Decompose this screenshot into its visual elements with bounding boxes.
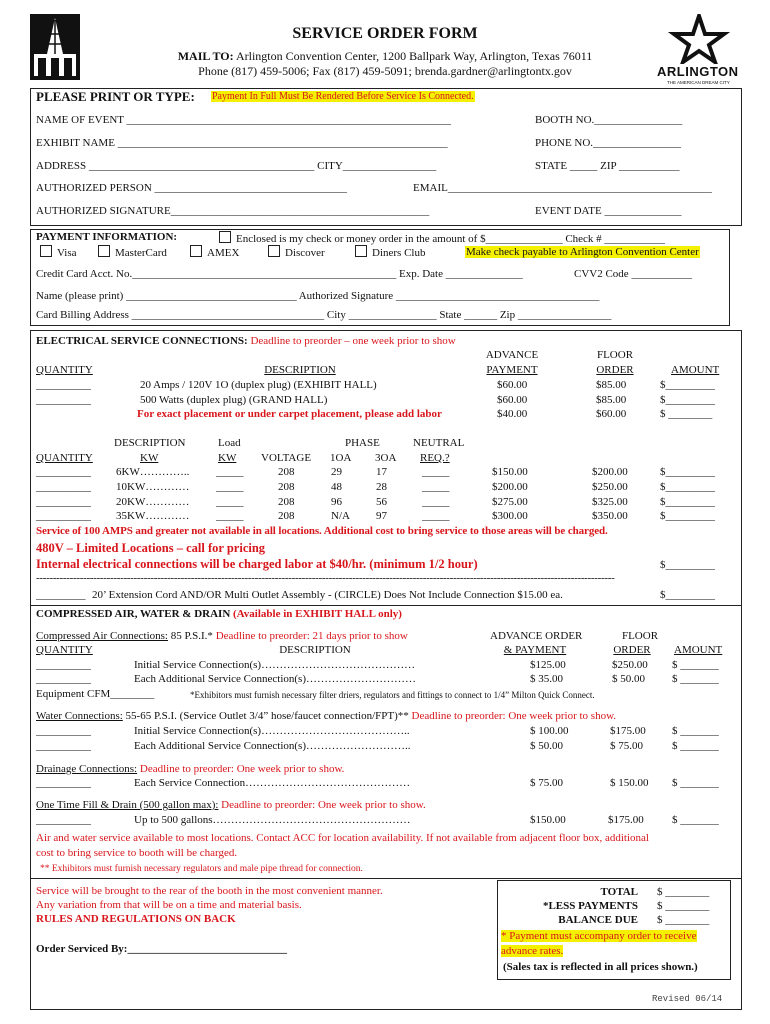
elec-row-amount[interactable]: $_________ <box>660 394 715 406</box>
payment-note-1: * Payment must accompany order to receive <box>501 930 697 942</box>
fill-desc: Up to 500 gallons……………………………………………… <box>134 814 411 826</box>
discover-checkbox[interactable] <box>268 245 280 257</box>
air-col-floor-2: ORDER <box>613 644 651 656</box>
elec-row-desc: 20 Amps / 120V 1O (duplex plug) (EXHIBIT HALL) <box>140 379 377 391</box>
air-label-line <box>36 630 408 642</box>
print-heading: PLEASE PRINT OR TYPE: <box>36 89 195 104</box>
kw-col-1oa: 1OA <box>330 452 352 464</box>
payment-heading: PAYMENT INFORMATION: <box>36 231 178 243</box>
electrical-heading-line <box>36 335 456 347</box>
credit-card-field[interactable]: Credit Card Acct. No.________________________________________________ Exp. Date ______________ <box>36 268 523 280</box>
kw-row-qty[interactable]: __________ <box>36 510 91 522</box>
elec-col-description: DESCRIPTION <box>264 364 336 376</box>
air-row-qty[interactable]: __________ <box>36 659 91 671</box>
kw-row-phase-1: 29 <box>331 466 342 478</box>
rules-note[interactable]: RULES AND REGULATIONS ON BACK <box>36 913 236 925</box>
air-col-quantity: QUANTITY <box>36 644 93 656</box>
kw-row-kw: 35KW………… <box>116 510 190 522</box>
water-row-qty[interactable]: __________ <box>36 725 91 737</box>
drain-amount[interactable]: $ _______ <box>672 777 719 789</box>
less-payments-amount[interactable]: $ ________ <box>657 900 710 912</box>
kw-row-kw: 10KW………… <box>116 481 190 493</box>
visa-checkbox[interactable] <box>40 245 52 257</box>
note-labor-amount[interactable]: $_________ <box>660 559 715 571</box>
service-note-2: Any variation from that will be on a time and material basis. <box>36 899 302 911</box>
arlington-logo-text: ARLINGTON <box>657 64 739 79</box>
elec-col-amount: AMOUNT <box>671 364 720 376</box>
kw-row-neutral[interactable]: _____ <box>422 496 450 508</box>
drain-floor: $ 150.00 <box>610 777 649 789</box>
kw-col-quantity: QUANTITY <box>36 452 93 464</box>
kw-row-phase-3: 17 <box>376 466 387 478</box>
elec-row-floor: $85.00 <box>596 394 627 406</box>
kw-row-neutral[interactable]: _____ <box>422 466 450 478</box>
arlington-star-icon <box>664 14 734 64</box>
diners-checkbox[interactable] <box>355 245 367 257</box>
kw-col-neutral: NEUTRAL <box>413 437 465 449</box>
kw-row-phase-3: 28 <box>376 481 387 493</box>
kw-row-load[interactable]: _____ <box>216 496 244 508</box>
fill-adv: $150.00 <box>530 814 566 826</box>
regulators-note: ** Exhibitors must furnish necessary regulators and male pipe thread for connection. <box>40 864 363 874</box>
water-row-qty[interactable]: __________ <box>36 740 91 752</box>
kw-row-voltage: 208 <box>278 481 295 493</box>
kw-col-phase: PHASE <box>345 437 380 449</box>
kw-row-floor: $350.00 <box>592 510 628 522</box>
elec-col-advance-2: PAYMENT <box>486 364 538 376</box>
drain-deadline: Deadline to preorder: One week prior to show. <box>139 763 345 775</box>
mastercard-checkbox[interactable] <box>98 245 110 257</box>
elec-row-desc: 500 Watts (duplex plug) (GRAND HALL) <box>140 394 328 406</box>
kw-row-floor: $325.00 <box>592 496 628 508</box>
phone-no-field[interactable]: PHONE NO.________________ <box>535 137 682 149</box>
elec-col-floor-1: FLOOR <box>596 349 634 361</box>
kw-row-advance: $150.00 <box>492 466 528 478</box>
section-divider <box>30 605 742 606</box>
water-row-floor: $175.00 <box>610 725 646 737</box>
drain-desc: Each Service Connection……………………………………… <box>134 777 411 789</box>
kw-row-floor: $200.00 <box>592 466 628 478</box>
water-label-line <box>36 710 616 722</box>
extension-amount[interactable]: $_________ <box>660 589 715 601</box>
fill-label-line <box>36 799 426 811</box>
water-label: Water Connections: <box>36 710 123 722</box>
booth-no-field[interactable]: BOOTH NO.________________ <box>535 114 683 126</box>
water-row-advance: $ 50.00 <box>530 740 563 752</box>
sales-tax-note: (Sales tax is reflected in all prices shown.) <box>503 961 698 973</box>
kw-row-phase-1: 96 <box>331 496 342 508</box>
kw-row-load[interactable]: _____ <box>216 510 244 522</box>
name-of-event-field[interactable]: NAME OF EVENT ___________________________________________________________ <box>36 114 452 126</box>
air-col-description: DESCRIPTION <box>279 644 351 656</box>
elec-row-amount[interactable]: $_________ <box>660 379 715 391</box>
kw-col-voltage: VOLTAGE <box>261 452 312 464</box>
equipment-cfm-field[interactable]: Equipment CFM________ <box>36 688 155 700</box>
note-480v: 480V – Limited Locations – call for pricing <box>36 541 266 555</box>
kw-row-kw: 6KW………….. <box>116 466 190 478</box>
event-date-field[interactable]: EVENT DATE ______________ <box>535 205 682 217</box>
kw-row-qty[interactable]: __________ <box>36 481 91 493</box>
kw-row-advance: $275.00 <box>492 496 528 508</box>
order-serviced-field[interactable]: Order Serviced By:_____________________________ <box>36 943 287 955</box>
service-note-1: Service will be brought to the rear of the booth in the most convenient manner. <box>36 885 383 897</box>
payment-notice: Payment In Full Must Be Rendered Before Service Is Connected. <box>212 91 474 102</box>
equipment-note: *Exhibitors must furnish necessary filter driers, regulators and fittings to connect to 1/4” Milton Quick Connect. <box>190 690 595 700</box>
air-label: Compressed Air Connections: <box>36 630 168 642</box>
kw-row-amount[interactable]: $_________ <box>660 481 715 493</box>
billing-address-field[interactable]: Card Billing Address ___________________________________ City ________________ State ______ Zip _________________ <box>36 309 612 321</box>
elec-row-advance: $60.00 <box>497 394 528 406</box>
fill-label: One Time Fill & Drain (500 gallon max): <box>36 799 219 811</box>
kw-row-phase-1: 48 <box>331 481 342 493</box>
elec-row-qty[interactable]: __________ <box>36 379 91 391</box>
drain-adv: $ 75.00 <box>530 777 563 789</box>
air-row-advance: $125.00 <box>530 659 566 671</box>
note-labor: Internal electrical connections will be charged labor at $40/hr. (minimum 1/2 hour) <box>36 557 478 571</box>
kw-col-description: DESCRIPTION <box>114 437 186 449</box>
visa-option[interactable] <box>40 245 77 259</box>
water-row-desc: Initial Service Connection(s)………………………………….. <box>134 725 410 737</box>
kw-row-qty[interactable]: __________ <box>36 466 91 478</box>
elec-row-qty[interactable]: __________ <box>36 394 91 406</box>
cvv2-field[interactable]: CVV2 Code ___________ <box>574 268 692 280</box>
mail-to-label: MAIL TO: <box>177 49 234 63</box>
balance-due-label: BALANCE DUE <box>558 914 638 926</box>
electrical-deadline: Deadline to preorder – one week prior to show <box>250 335 456 347</box>
air-col-adv-2: & PAYMENT <box>503 644 567 656</box>
fill-deadline: Deadline to preorder: One week prior to show. <box>221 799 426 811</box>
air-row-desc: Initial Service Connection(s)…………………………………… <box>134 659 416 671</box>
kw-row-voltage: 208 <box>278 466 295 478</box>
mastercard-label: MasterCard <box>115 247 167 259</box>
discover-label: Discover <box>285 247 325 259</box>
enclosed-checkbox[interactable] <box>219 231 231 243</box>
electrical-heading: ELECTRICAL SERVICE CONNECTIONS: <box>36 335 248 347</box>
state-zip-field[interactable]: STATE _____ ZIP ___________ <box>535 160 680 172</box>
availability-note-2: cost to bring service to booth will be charged. <box>36 847 238 859</box>
fill-qty[interactable]: __________ <box>36 814 91 826</box>
diners-label: Diners Club <box>372 247 426 259</box>
kw-col-load-kw: KW <box>218 452 237 464</box>
compressed-heading-line <box>36 608 402 620</box>
kw-row-load[interactable]: _____ <box>216 481 244 493</box>
availability-note-1: Air and water service available to most locations. Contact ACC for location availability. If not available from adjacent floor box, additional <box>36 832 649 844</box>
mastercard-option[interactable] <box>98 245 167 259</box>
water-row-amount[interactable]: $ _______ <box>672 725 719 737</box>
elec-row-advance: $40.00 <box>497 408 528 420</box>
water-psi: 55-65 P.S.I. (Service Outlet 3/4” hose/faucet connection/FPT)** <box>125 710 409 722</box>
kw-row-qty[interactable]: __________ <box>36 496 91 508</box>
water-row-floor: $ 75.00 <box>610 740 643 752</box>
elec-col-quantity: QUANTITY <box>36 364 93 376</box>
total-label: TOTAL <box>600 886 638 898</box>
diners-option[interactable] <box>355 245 425 259</box>
arlington-logo-subtext: THE AMERICAN DREAM CITY <box>667 80 730 85</box>
kw-row-advance: $200.00 <box>492 481 528 493</box>
name-print-field[interactable]: Name (please print) _______________________________ Authorized Signature _____________________________________ <box>36 290 600 302</box>
amex-label: AMEX <box>207 247 240 259</box>
compressed-heading: COMPRESSED AIR, WATER & DRAIN <box>36 608 231 620</box>
compressed-heading-note: (Available in EXHIBIT HALL only) <box>233 608 402 620</box>
payable-note: Make check payable to Arlington Convention Center <box>466 246 699 258</box>
kw-row-neutral[interactable]: _____ <box>422 510 450 522</box>
elec-col-advance-1: ADVANCE <box>485 349 539 361</box>
email-field[interactable]: EMAIL________________________________________________ <box>413 182 712 194</box>
mail-to-line <box>0 49 770 64</box>
balance-due-amount[interactable]: $ ________ <box>657 914 710 926</box>
kw-col-load: Load <box>218 437 241 449</box>
amex-checkbox[interactable] <box>190 245 202 257</box>
kw-row-amount[interactable]: $_________ <box>660 496 715 508</box>
kw-row-floor: $250.00 <box>592 481 628 493</box>
fill-floor: $175.00 <box>608 814 644 826</box>
kw-row-phase-3: 56 <box>376 496 387 508</box>
kw-row-voltage: 208 <box>278 510 295 522</box>
drain-label-line <box>36 763 344 775</box>
elec-row-amount[interactable]: $ ________ <box>660 408 713 420</box>
fill-amount[interactable]: $ _______ <box>672 814 719 826</box>
elec-row-advance: $60.00 <box>497 379 528 391</box>
enclosed-label: Enclosed is my check or money order in the amount of $______________ Check # ___________ <box>236 233 665 245</box>
air-row-floor: $ 50.00 <box>612 673 645 685</box>
exhibit-name-field[interactable]: EXHIBIT NAME ____________________________________________________________ <box>36 137 448 149</box>
air-psi: 85 P.S.I.* <box>170 630 213 642</box>
kw-row-load[interactable]: _____ <box>216 466 244 478</box>
drain-qty[interactable]: __________ <box>36 777 91 789</box>
note-100amps: Service of 100 AMPS and greater not available in all locations. Additional cost to bring service to those areas will be charged. <box>36 525 608 537</box>
elec-row-desc: For exact placement or under carpet placement, please add labor <box>137 408 442 420</box>
authorized-person-field[interactable]: AUTHORIZED PERSON ___________________________________ <box>36 182 348 194</box>
payment-note-2: advance rates. <box>501 945 564 957</box>
mail-to-address: Arlington Convention Center, 1200 Ballpark Way, Arlington, Texas 76011 <box>235 49 593 63</box>
revised-date: Revised 06/14 <box>652 994 723 1004</box>
enclosed-check-option[interactable] <box>219 231 665 245</box>
air-row-floor: $250.00 <box>612 659 648 671</box>
discover-option[interactable] <box>268 245 325 259</box>
extension-qty[interactable]: _________ <box>36 589 86 601</box>
kw-row-phase-1: N/A <box>331 510 350 522</box>
air-col-floor-1: FLOOR <box>621 630 659 642</box>
water-row-amount[interactable]: $ _______ <box>672 740 719 752</box>
kw-row-phase-3: 97 <box>376 510 387 522</box>
amex-option[interactable] <box>190 245 239 259</box>
air-deadline: Deadline to preorder: 21 days prior to show <box>215 630 408 642</box>
air-col-amount: AMOUNT <box>674 644 723 656</box>
authorized-signature-field[interactable]: AUTHORIZED SIGNATURE_______________________________________________ <box>36 205 430 217</box>
kw-row-neutral[interactable]: _____ <box>422 481 450 493</box>
dashed-divider: ---------------------------------------------------------------------------------------------------------------------------------------------------------------------------- <box>36 572 615 584</box>
contact-line: Phone (817) 459-5006; Fax (817) 459-5091; brenda.gardner@arlingtontx.gov <box>198 64 572 78</box>
less-payments-label: *LESS PAYMENTS <box>542 900 638 912</box>
kw-col-kw: KW <box>140 452 159 464</box>
kw-row-amount[interactable]: $_________ <box>660 510 715 522</box>
kw-row-advance: $300.00 <box>492 510 528 522</box>
form-title: SERVICE ORDER FORM <box>292 25 478 42</box>
kw-row-voltage: 208 <box>278 496 295 508</box>
water-row-desc: Each Additional Service Connection(s)……………………….. <box>134 740 411 752</box>
total-amount[interactable]: $ ________ <box>657 886 710 898</box>
water-deadline: Deadline to preorder: One week prior to show. <box>411 710 617 722</box>
address-field[interactable]: ADDRESS _________________________________________ CITY_________________ <box>36 160 437 172</box>
kw-row-kw: 20KW………… <box>116 496 190 508</box>
air-col-adv-1: ADVANCE ORDER <box>490 630 583 642</box>
drain-label: Drainage Connections: <box>36 763 138 775</box>
elec-row-floor: $60.00 <box>596 408 627 420</box>
air-row-amount[interactable]: $ _______ <box>672 659 719 671</box>
air-row-desc: Each Additional Service Connection(s)………………………… <box>134 673 416 685</box>
extension-desc: 20’ Extension Cord AND/OR Multi Outlet Assembly - (CIRCLE) Does Not Include Connection $15.00 ea. <box>92 589 563 601</box>
kw-col-3oa: 3OA <box>375 452 397 464</box>
water-row-advance: $ 100.00 <box>530 725 569 737</box>
kw-row-amount[interactable]: $_________ <box>660 466 715 478</box>
air-row-advance: $ 35.00 <box>530 673 563 685</box>
kw-col-req: REQ.? <box>420 452 450 464</box>
elec-col-floor-2: ORDER <box>596 364 634 376</box>
air-row-qty[interactable]: __________ <box>36 673 91 685</box>
air-row-amount[interactable]: $ _______ <box>672 673 719 685</box>
elec-row-floor: $85.00 <box>596 379 627 391</box>
visa-label: Visa <box>57 247 77 259</box>
footer-divider <box>30 878 742 879</box>
